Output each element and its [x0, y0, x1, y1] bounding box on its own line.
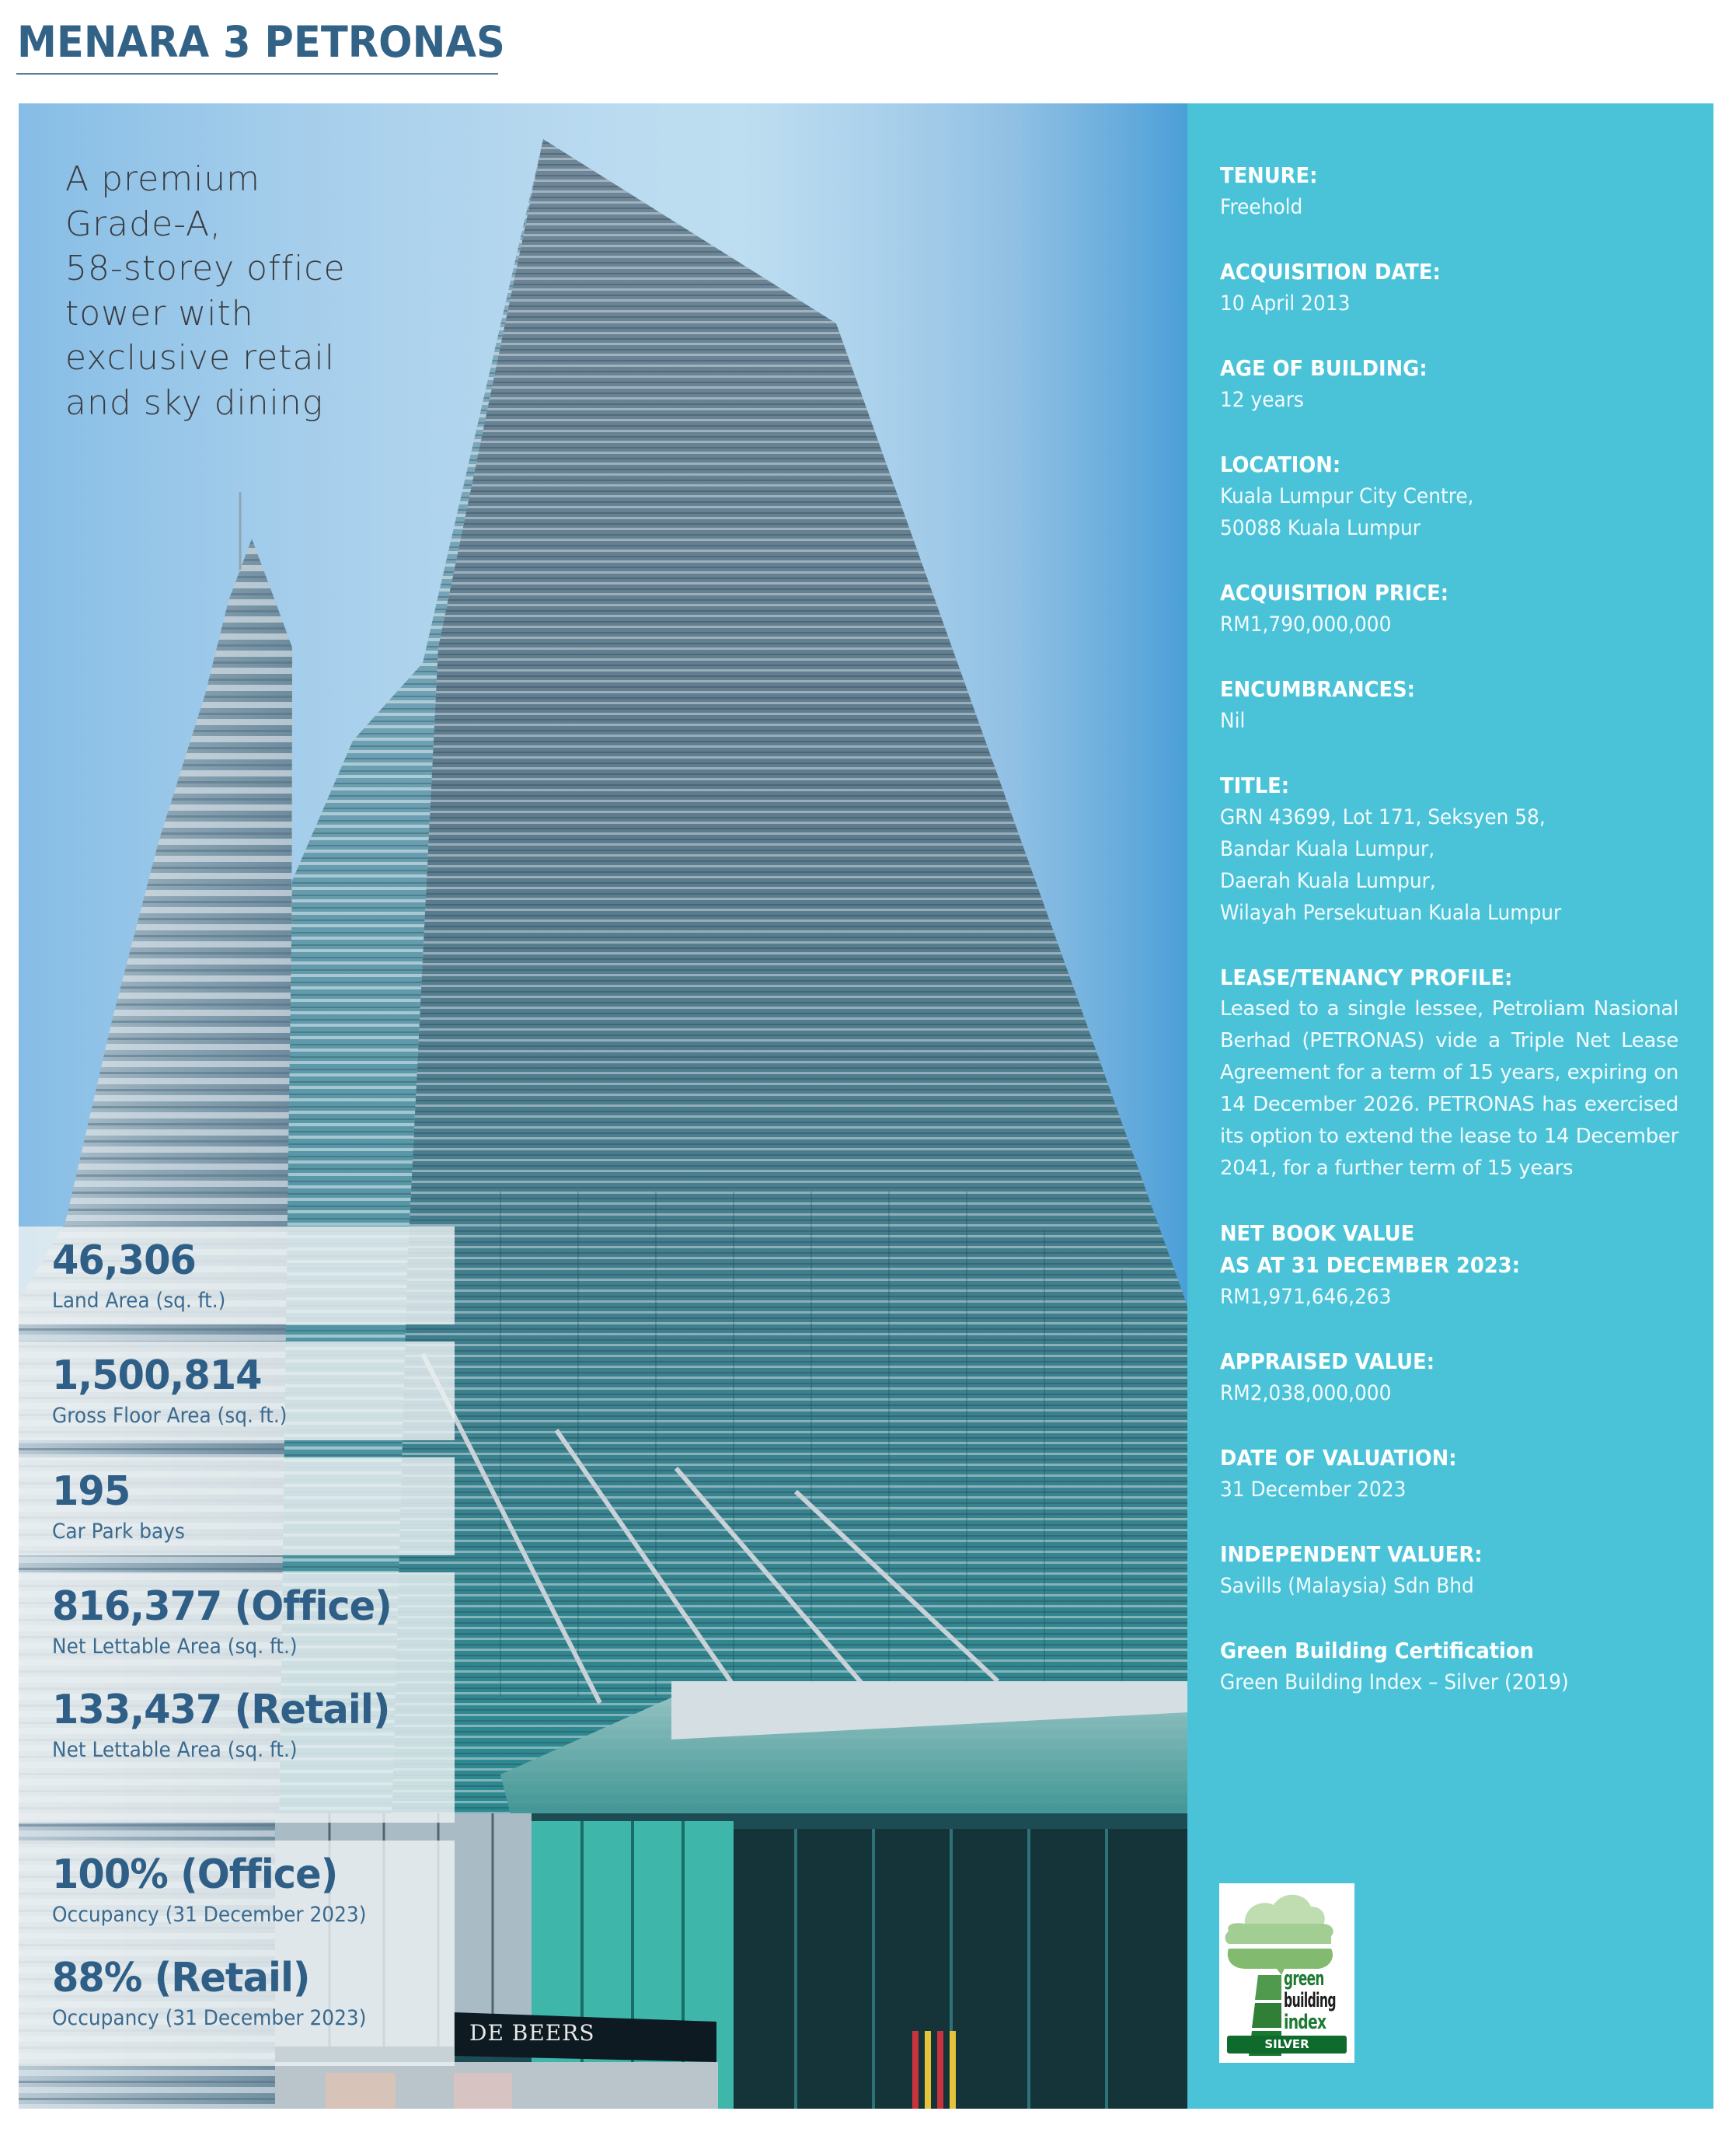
value-line: Nil	[1220, 709, 1246, 733]
field-green-certification	[1220, 1635, 1678, 1698]
field-lease-profile	[1220, 961, 1678, 1185]
value-line: Freehold	[1220, 195, 1303, 219]
field-title	[1220, 769, 1678, 929]
stat-value: 46,306	[52, 1237, 196, 1284]
stat-value-retail: 133,437 (Retail)	[52, 1687, 390, 1733]
field-label: ACQUISITION DATE:	[1220, 259, 1441, 284]
title-underline	[16, 73, 498, 75]
value-line: 31 December 2023	[1220, 1478, 1407, 1502]
stat-value-retail: 88% (Retail)	[52, 1955, 310, 2001]
field-value	[1220, 705, 1678, 737]
tagline-line: A premium	[65, 159, 261, 199]
stat-gross-floor-area	[19, 1342, 455, 1440]
value-line: Bandar Kuala Lumpur,	[1220, 837, 1435, 861]
value-line: 50088 Kuala Lumpur	[1220, 516, 1421, 540]
field-value	[1220, 480, 1678, 544]
value-line: RM2,038,000,000	[1220, 1381, 1392, 1405]
value-line: Daerah Kuala Lumpur,	[1220, 869, 1436, 893]
tagline-line: 58-storey office	[65, 249, 346, 288]
field-value	[1220, 1377, 1678, 1409]
field-acquisition-date	[1220, 256, 1678, 319]
stat-label: Occupancy (31 December 2023)	[52, 1903, 367, 1927]
property-details-panel	[1187, 103, 1713, 2109]
field-label: DATE OF VALUATION:	[1220, 1445, 1457, 1471]
stat-value: 1,500,814	[52, 1352, 262, 1399]
stat-label: Net Lettable Area (sq. ft.)	[52, 1738, 298, 1762]
field-appraised-value	[1220, 1345, 1678, 1409]
field-net-book-value	[1220, 1217, 1678, 1313]
field-value	[1220, 191, 1678, 223]
field-label: Green Building Certification	[1220, 1638, 1534, 1663]
field-value: Leased to a single lessee, Petroliam Nasional Berhad (PETRONAS) vide a Triple Net Lease Agreement for a term of 15 years, expiring on 14 December 2026. PETRONAS has exercised its option to extend the lease to 14 December 2041, for a further term of 15 years	[1220, 997, 1678, 1180]
field-label: TENURE:	[1220, 162, 1318, 188]
gbi-silver-badge: SILVER	[1227, 2036, 1347, 2054]
field-value	[1220, 1474, 1678, 1506]
field-label: AGE OF BUILDING:	[1220, 355, 1427, 381]
value-line: Kuala Lumpur City Centre,	[1220, 484, 1474, 508]
field-label: AS AT 31 DECEMBER 2023:	[1220, 1252, 1520, 1278]
field-value	[1220, 1666, 1678, 1698]
hero-tagline	[65, 157, 346, 425]
value-line: 12 years	[1220, 388, 1304, 412]
field-value	[1220, 1281, 1678, 1313]
value-line: RM1,790,000,000	[1220, 612, 1392, 637]
stat-occupancy	[19, 1841, 455, 2066]
page-title: MENARA 3 PETRONAS	[17, 17, 505, 67]
stat-label: Occupancy (31 December 2023)	[52, 2006, 367, 2030]
field-value	[1220, 288, 1678, 319]
tagline-line: exclusive retail	[65, 338, 335, 378]
green-building-index-logo	[1219, 1883, 1354, 2063]
gbi-text-green: green	[1284, 1967, 1324, 1991]
value-line: GRN 43699, Lot 171, Seksyen 58,	[1220, 805, 1546, 829]
field-label: APPRAISED VALUE:	[1220, 1349, 1434, 1374]
stat-label: Gross Floor Area (sq. ft.)	[52, 1404, 288, 1428]
stat-label: Land Area (sq. ft.)	[52, 1289, 226, 1313]
value-line: Green Building Index – Silver (2019)	[1220, 1670, 1569, 1694]
field-acquisition-price	[1220, 577, 1678, 640]
field-value	[1220, 1570, 1678, 1602]
field-label: ENCUMBRANCES:	[1220, 676, 1415, 702]
gbi-text-building: building	[1284, 1989, 1336, 2012]
tagline-line: tower with	[65, 293, 254, 333]
tagline-line: and sky dining	[65, 382, 324, 423]
field-encumbrances	[1220, 673, 1678, 737]
field-label: TITLE:	[1220, 773, 1290, 798]
stat-car-park	[19, 1457, 455, 1555]
stat-label: Net Lettable Area (sq. ft.)	[52, 1635, 298, 1659]
field-date-of-valuation	[1220, 1442, 1678, 1506]
stat-value-office: 816,377 (Office)	[52, 1583, 392, 1630]
gbi-text-index: index	[1284, 2011, 1326, 2034]
field-tenure	[1220, 159, 1678, 223]
value-line: RM1,971,646,263	[1220, 1285, 1392, 1309]
stat-land-area	[19, 1227, 455, 1324]
stat-net-lettable-area	[19, 1572, 455, 1823]
stat-value: 195	[52, 1468, 131, 1515]
field-value	[1220, 609, 1678, 640]
value-line: Savills (Malaysia) Sdn Bhd	[1220, 1574, 1474, 1598]
storefront-sign: DE BEERS	[469, 2020, 595, 2046]
field-label: LEASE/TENANCY PROFILE:	[1220, 965, 1513, 990]
field-label: LOCATION:	[1220, 452, 1341, 477]
value-line: 10 April 2013	[1220, 291, 1351, 316]
value-line: Wilayah Persekutuan Kuala Lumpur	[1220, 901, 1562, 925]
field-label: ACQUISITION PRICE:	[1220, 580, 1449, 605]
stat-label: Car Park bays	[52, 1520, 185, 1544]
stat-value-office: 100% (Office)	[52, 1851, 338, 1898]
field-value	[1220, 801, 1678, 929]
field-value	[1220, 384, 1678, 416]
tagline-line: Grade-A,	[65, 204, 222, 244]
field-label: INDEPENDENT VALUER:	[1220, 1541, 1483, 1567]
field-age-of-building	[1220, 352, 1678, 416]
field-independent-valuer	[1220, 1538, 1678, 1602]
field-label: NET BOOK VALUE	[1220, 1220, 1415, 1246]
field-location	[1220, 448, 1678, 544]
